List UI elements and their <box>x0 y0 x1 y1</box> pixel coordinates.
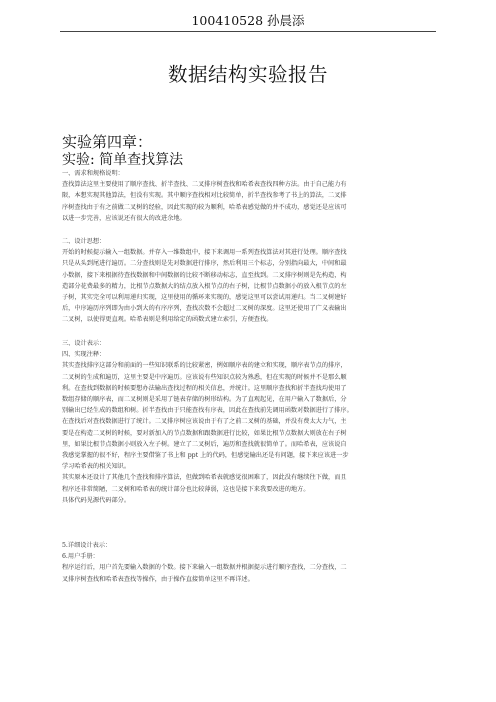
section-heading: 一、需求和规格说明： <box>62 170 124 177</box>
paragraph-line: 具体代码见源代码部分。 <box>62 496 131 504</box>
paragraph-line: 其实原本还设计了其他几个查找和排序算法，但做到哈希表就感觉很困难了，因此没有继续往下做，而且 <box>62 474 347 482</box>
paragraph-line: 造部分花费最多的精力，比根节点数据大的结点放入根节点的右子树，比根节点数据小的放入根节点的左 <box>62 282 347 290</box>
paragraph-line: 程序运行后，用户首先要输入数据的个数。接下来输入一组数据并根据提示进行顺序查找，二分查找，二 <box>62 564 347 572</box>
paragraph-line: 限，本想实现其他算法，但没有实现。其中顺序查找相对比较简单，折半查找参考了书上的算法，二叉排 <box>62 192 347 200</box>
section-heading: 二、设计思想： <box>62 238 106 245</box>
paragraph-line: 我感觉掌握的很不好，程序主要借鉴了书上和 ppt 上的代码，但感觉输出还是有问题，接下来应该进一步 <box>62 452 349 460</box>
paragraph-line: 小数据，接下来根据待查找数据和中间数据的比较不断移动标志，直至找到。二叉排序树则是先构造，构 <box>62 271 347 279</box>
page-header: 100410528 孙晨添 <box>191 13 305 28</box>
section-requirements <box>62 168 434 224</box>
paragraph-line: 别输出已经生成的数组和树。折半查找由于只能查找有序表，因此在查找前先调用函数对数据进行了排序。 <box>62 407 353 415</box>
section-subheading: 四、实现注释： <box>62 351 106 359</box>
section-subheading: 6.用户手册： <box>62 553 99 561</box>
header-rule <box>60 31 436 32</box>
paragraph-line: 后，中序遍历序列即为由小到大的有序序列，查找次数不会超过二叉树的深度。这里还使用了广义表输出 <box>62 305 347 313</box>
experiment-subtitle: 实验: 简单查找算法 <box>62 152 184 168</box>
section-user-manual <box>62 540 434 585</box>
paragraph-line: 里，如果比根节点数据小则放入左子树。建立了二叉树后，遍历和查找就很简单了。而哈希表，应该说自 <box>62 440 347 448</box>
paragraph-line: 查找算法这里主要使用了顺序查找、折半查找、二叉排序树查找和哈希表查找四种方法。由于自己能力有 <box>62 181 347 189</box>
chapter-heading: 实验第四章： <box>62 133 153 151</box>
section-heading: 5.详细设计表示： <box>62 542 112 549</box>
paragraph-line: 利。在查找到数据的时候要想办法输出查找过程的相关信息，并统计。这里顺序查找和折半查找均使用了 <box>62 384 347 392</box>
section-implementation <box>62 338 434 506</box>
paragraph-line: 只是从头到尾进行遍历。二分查找则是先对数据进行排序，然后利用三个标志，分别指向最大，中间和最 <box>62 260 347 268</box>
document-title: 数据结构实验报告 <box>167 63 328 86</box>
paragraph-line: 子树，其实完全可以利用递归实现，这里使用的循环来实现的，感觉这里可以尝试用递归。当二叉树建好 <box>62 294 347 302</box>
paragraph-line: 二叉树，以使得更直观。哈希表则是利用给定的函数式建立索引，方便查找。 <box>62 316 273 324</box>
paragraph-line: 开始的时候提示输入一组数据。并存入一维数组中，接下来调用一系列查找算法对其进行处理。顺序查找 <box>62 249 347 257</box>
paragraph-line: 学习哈希表的相关知识。 <box>62 463 131 471</box>
paragraph-line: 其实查找排序这部分和前面的一些知识联系的比较紧密，例如顺序表的建立和实现，顺序表节点的排序， <box>62 362 347 370</box>
paragraph-line: 要是在构造二叉树的时候，要对新加入的节点数据和跟数据进行比较，如果比根节点数据大则放在右子树 <box>62 429 347 437</box>
paragraph-line: 叉排序树查找和哈希表查找等操作，由于操作直接简单这里不再详述。 <box>62 575 254 583</box>
paragraph-line: 在查找后对查找数据进行了统计。二叉排序树应该说由于有了之前二叉树的基础，并没有费太大力气，主 <box>62 418 347 426</box>
section-heading: 三、设计表示： <box>62 340 106 347</box>
paragraph-line: 序树查找由于有之前做二叉树的经验，因此实现的较为顺利，哈希表感觉做的并不成功，感觉还是应该可 <box>62 203 347 211</box>
paragraph-line: 二叉树的生成和遍历，这里主要是中序遍历。应该说有些知识点较为熟悉，但在实现的时候并不是那么顺 <box>62 373 347 381</box>
section-design <box>62 236 434 326</box>
paragraph-line: 以进一步完善，应该说还有很大的改进余地。 <box>62 214 186 222</box>
paragraph-line: 数组存储的顺序表，而二叉树则是采用了链表存储的树形结构。为了直观起见，在用户输入了数据后，分 <box>62 396 347 404</box>
paragraph-line: 程序还非常简陋，二叉树和哈希表的统计部分也比较薄弱，这也是接下来我要改进的地方。 <box>62 485 310 493</box>
